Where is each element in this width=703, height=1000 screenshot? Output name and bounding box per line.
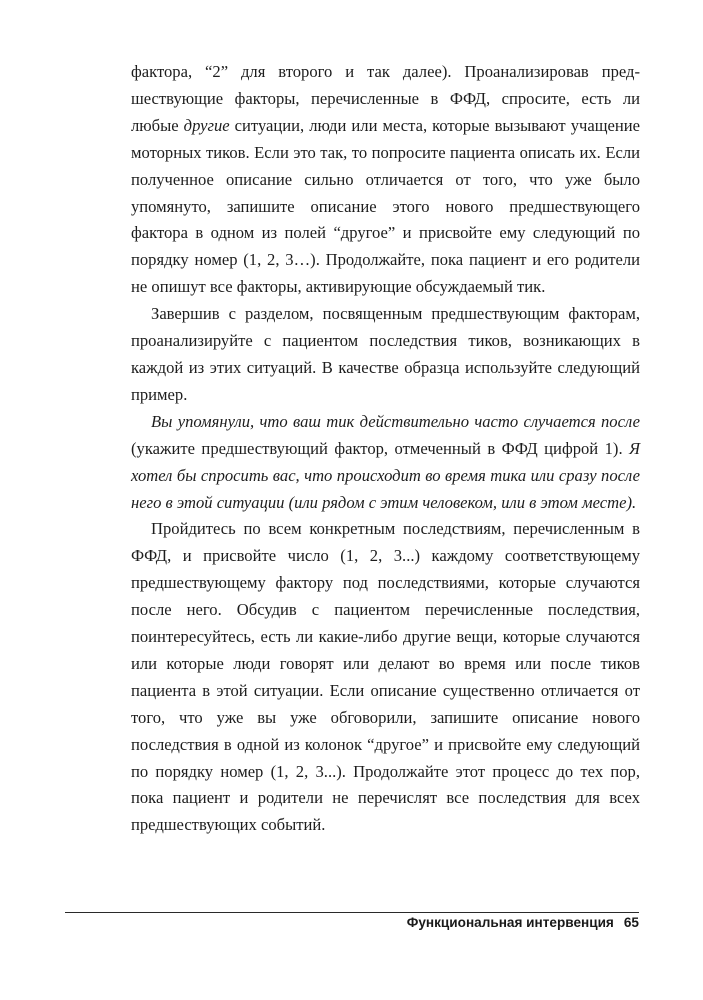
section-title: Функциональная интервенция xyxy=(406,915,614,930)
paragraph-2: Завершив с разделом, посвященным предшествующим факторам, проанализируйте с пациентом последствия тиков, возникающих в каждой из этих ситуаций. В качестве образца используйте следующий пример. xyxy=(131,304,640,404)
body-text xyxy=(131,59,640,839)
paragraph-1 xyxy=(131,59,640,301)
paragraph-1-emphasis: другие xyxy=(183,115,230,135)
footer-divider xyxy=(65,912,639,913)
paragraph-3-example xyxy=(131,409,640,517)
example-question-part-2: Я хотел бы спросить вас, что происходит во время тика или сразу после него в этой ситуации (или рядом с этим человеком, или в этом месте). xyxy=(131,438,640,512)
page-number: 65 xyxy=(623,915,639,930)
paragraph-1-text-rest: ситуации, люди или места, которые вызывают учащение моторных тиков. Если это так, то попросите пациента описать их. Если полученное описание сильно отличается от того, что уже было упомянуто, запишите описание этого нового предшествующего фактора в одном из полей “другое” и присвойте ему следующий по порядку номер (1, 2, 3…). Продолжайте, пока пациент и его родители не опишут все факторы, активирующие обсуждаемый тик. xyxy=(131,115,640,297)
example-question-part-1: Вы упомянули, что ваш тик действительно часто случается после xyxy=(151,411,640,431)
paragraph-1-text: фактора, “2” для второго и так далее). Проанализировав предшествующие факторы, перечисленные в ФФД, спросите, есть ли любые xyxy=(131,62,640,135)
paragraph-4: Пройдитесь по всем конкретным последствиям, перечисленным в ФФД, и присвойте число (1, 2, 3...) каждому соответствующему предшествующему фактору под последствиями, которые случаются после него. Обсудив с пациентом перечисленные последствия, поинтересуйтесь, есть ли какие-либо другие вещи, которые случаются или которые люди говорят или делают во время или после тиков пациента в этой ситуации. Если описание существенно отличается от того, что уже вы уже обговорили, запишите описание нового последствия в одной из колонок “другое” и присвойте ему следующий по порядку номер (1, 2, 3...). Продолжайте этот процесс до тех пор, пока пациент и родители не перечислят все последствия для всех предшествующих событий. xyxy=(131,519,640,835)
example-instruction: (укажите предшествующий фактор, отмеченный в ФФД цифрой 1). xyxy=(131,438,630,458)
running-footer xyxy=(407,915,639,930)
